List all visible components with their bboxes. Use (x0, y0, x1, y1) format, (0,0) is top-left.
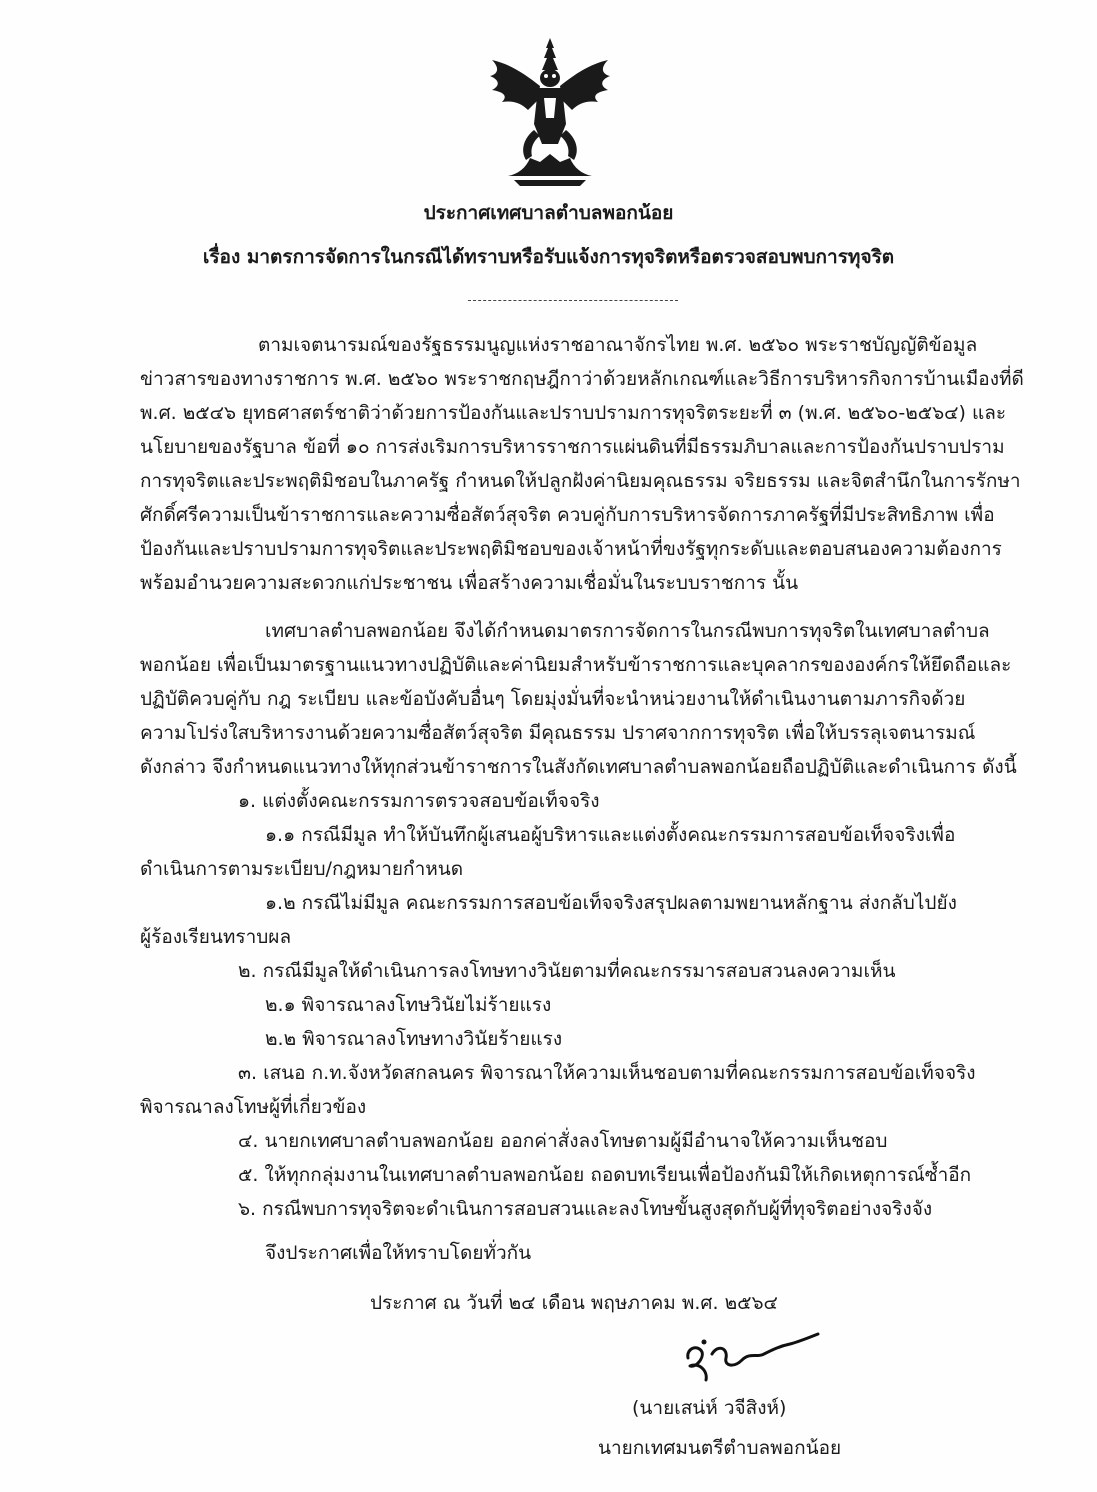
measure-6: ๖. กรณีพบการทุจริตจะดำเนินการสอบสวนและลงโทษขั้นสูงสุดกับผู้ที่ทุจริตอย่างจริงจัง (238, 1198, 933, 1220)
paragraph-1-line: พร้อมอำนวยความสะดวกแก่ประชาชน เพื่อสร้างความเชื่อมั่นในระบบราชการ นั้น (140, 572, 799, 594)
paragraph-1-line: ป้องกันและปราบปรามการทุจริตและประพฤติมิชอบของเจ้าหน้าที่ขงรัฐทุกระดับและตอบสนองความต้องการ (140, 538, 1002, 560)
paragraph-1-line: การทุจริตและประพฤติมิชอบในภาครัฐ กำหนดให้ปลูกฝังค่านิยมคุณธรรม จริยธรรม และจิตสำนึกในการรักษา (140, 470, 1021, 492)
measure-5: ๕. ให้ทุกกลุ่มงานในเทศบาลตำบลพอกน้อย ถอดบทเรียนเพื่อป้องกันมิให้เกิดเหตุการณ์ซ้ำอีก (238, 1164, 972, 1186)
measure-1-1: ๑.๑ กรณีมีมูล ทำให้บันทึกผู้เสนอผู้บริหารและแต่งตั้งคณะกรรมการสอบข้อเท็จจริงเพื่อ (265, 824, 956, 846)
signature-mark (668, 1318, 828, 1388)
title-divider (468, 300, 678, 301)
measure-4: ๔. นายกเทศบาลตำบลพอกน้อย ออกค่าสั่งลงโทษตามผู้มีอำนาจให้ความเห็นชอบ (238, 1130, 888, 1152)
paragraph-1-line: ศักดิ์ศรีความเป็นข้าราชการและความซื่อสัตว์สุจริต ควบคู่กับการบริหารจัดการภาครัฐที่มีประสิทธิภาพ เพื่อ (140, 504, 995, 526)
paragraph-1-line: พ.ศ. ๒๕๔๖ ยุทธศาสตร์ชาติว่าด้วยการป้องกันและปราบปรามการทุจริตระยะที่ ๓ (พ.ศ. ๒๕๖๐-๒๕๖๔) และ (140, 402, 1007, 424)
paragraph-2-line: ดังกล่าว จึงกำหนดแนวทางให้ทุกส่วนข้าราชการในสังกัดเทศบาลตำบลพอกน้อยถือปฏิบัติและดำเนินการ ดังนี้ (140, 756, 1017, 778)
announcement-date: ประกาศ ณ วันที่ ๒๔ เดือน พฤษภาคม พ.ศ. ๒๕๖๔ (370, 1292, 778, 1314)
paragraph-2-line: ปฏิบัติควบคู่กับ กฎ ระเบียบ และข้อบังคับอื่นๆ โดยมุ่งมั่นที่จะนำหน่วยงานให้ดำเนินงานตามภารกิจด้วย (140, 688, 966, 710)
measure-3: ๓. เสนอ ก.ท.จังหวัดสกลนคร พิจารณาให้ความเห็นชอบตามที่คณะกรรมการสอบข้อเท็จจริง (238, 1062, 976, 1084)
announcement-title: ประกาศเทศบาลตำบลพอกน้อย (423, 202, 674, 224)
paragraph-1-line: ตามเจตนารมณ์ของรัฐธรรมนูญแห่งราชอาณาจักรไทย พ.ศ. ๒๕๖๐ พระราชบัญญัติข้อมูล (258, 334, 978, 356)
signer-position: นายกเทศมนตรีตำบลพอกน้อย (598, 1437, 842, 1459)
paragraph-1-line: นโยบายของรัฐบาล ข้อที่ ๑๐ การส่งเริมการบริหารราชการแผ่นดินที่มีธรรมภิบาลและการป้องกันปราบปราม (140, 436, 1005, 458)
closing-statement: จึงประกาศเพื่อให้ทราบโดยทั่วกัน (265, 1242, 532, 1264)
paragraph-2-line: พอกน้อย เพื่อเป็นมาตรฐานแนวทางปฏิบัติและค่านิยมสำหรับข้าราชการและบุคลากรขององค์กรให้ยึดถือและ (140, 654, 1012, 676)
paragraph-1-line: ข่าวสารของทางราชการ พ.ศ. ๒๕๖๐ พระราชกฤษฎีกาว่าด้วยหลักเกณฑ์และวิธีการบริหารกิจการบ้านเมืองที่ดี (140, 368, 1024, 390)
announcement-subject: เรื่อง มาตรการจัดการในกรณีได้ทราบหรือรับแจ้งการทุจริตหรือตรวจสอบพบการทุจริต (202, 246, 895, 268)
measure-1-1-continued: ดำเนินการตามระเบียบ/กฎหมายกำหนด (140, 858, 464, 880)
measure-3-continued: พิจารณาลงโทษผู้ที่เกี่ยวข้อง (140, 1096, 367, 1118)
measure-2-1: ๒.๑ พิจารณาลงโทษวินัยไม่ร้ายแรง (265, 994, 552, 1016)
paragraph-2-line: เทศบาลตำบลพอกน้อย จึงได้กำหนดมาตรการจัดการในกรณีพบการทุจริตในเทศบาลตำบล (265, 620, 990, 642)
paragraph-2-line: ความโปร่งใสบริหารงานด้วยความซื่อสัตว์สุจริต มีคุณธรรม ปราศจากการทุจริต เพื่อให้บรรลุเจตนารมณ์ (140, 722, 976, 744)
measure-1-2-continued: ผู้ร้องเรียนทราบผล (140, 926, 292, 948)
signer-name: (นายเสน่ห์ วจีสิงห์) (632, 1397, 787, 1419)
garuda-emblem-icon (470, 34, 630, 194)
measure-2-2: ๒.๒ พิจารณาลงโทษทางวินัยร้ายแรง (265, 1028, 563, 1050)
measure-2: ๒. กรณีมีมูลให้ดำเนินการลงโทษทางวินัยตามที่คณะกรรมารสอบสวนลงความเห็น (238, 960, 896, 982)
measure-1-2: ๑.๒ กรณีไม่มีมูล คณะกรรมการสอบข้อเท็จจริงสรุปผลตามพยานหลักฐาน ส่งกลับไปยัง (265, 892, 957, 914)
measure-1: ๑. แต่งตั้งคณะกรรมการตรวจสอบข้อเท็จจริง (238, 790, 600, 812)
